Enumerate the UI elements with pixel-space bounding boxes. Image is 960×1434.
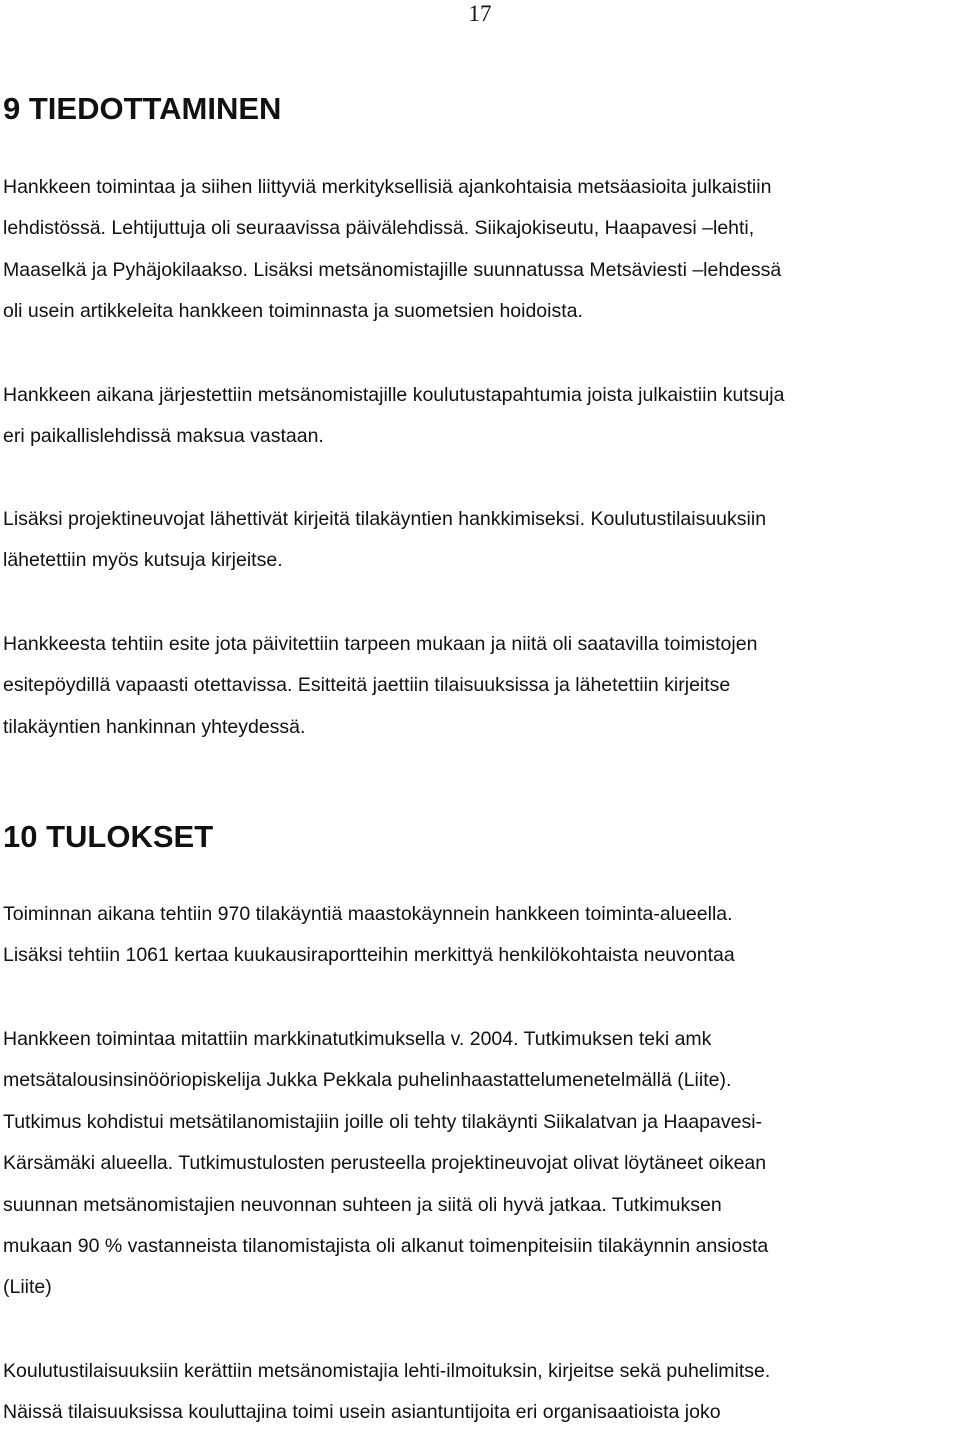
text-line: (Liite) — [3, 1276, 52, 1299]
section-heading-tiedottaminen: 9 TIEDOTTAMINEN — [3, 91, 282, 126]
text-line: Maaselkä ja Pyhäjokilaakso. Lisäksi metsänomistajille suunnatussa Metsäviesti –lehdessä — [3, 258, 782, 281]
text-line: Lisäksi tehtiin 1061 kertaa kuukausiraportteihin merkittyä henkilökohtaista neuvontaa — [3, 944, 735, 967]
text-line: lehdistössä. Lehtijuttuja oli seuraavissa päivälehdissä. Siikajokiseutu, Haapavesi –lehti, — [3, 217, 755, 240]
text-line: lähetettiin myös kutsuja kirjeitse. — [3, 549, 283, 572]
paragraph-tiedottaminen-2 — [3, 375, 959, 458]
section-heading-tulokset: 10 TULOKSET — [3, 819, 214, 854]
text-line: Hankkeesta tehtiin esite jota päivitettiin tarpeen mukaan ja niitä oli saatavilla toimistojen — [3, 633, 758, 655]
paragraph-tiedottaminen-3 — [3, 499, 959, 582]
text-line: Hankkeen toimintaa ja siihen liittyviä merkityksellisiä ajankohtaisia metsäasioita julkaistiin — [3, 176, 772, 198]
text-line: Hankkeen toimintaa mitattiin markkinatutkimuksella v. 2004. Tutkimuksen teki amk — [3, 1028, 712, 1050]
text-line: oli usein artikkeleita hankkeen toiminnasta ja suometsien hoidoista. — [3, 300, 583, 323]
text-line: Tutkimus kohdistui metsätilanomistajiin joille oli tehty tilakäynti Siikalatvan ja Haapavesi- — [3, 1110, 763, 1133]
text-line: metsätalousinsinööriopiskelija Jukka Pekkala puhelinhaastattelumenetelmällä (Liite). — [3, 1069, 732, 1092]
text-line: mukaan 90 % vastanneista tilanomistajista oli alkanut toimenpiteisiin tilakäynnin ansiosta — [3, 1235, 769, 1258]
page-number: 17 — [468, 1, 492, 26]
paragraph-tiedottaminen-4 — [3, 624, 959, 748]
text-line: suunnan metsänomistajien neuvonnan suhteen ja siitä oli hyvä jatkaa. Tutkimuksen — [3, 1193, 722, 1216]
text-line: Kärsämäki alueella. Tutkimustulosten perusteella projektineuvojat olivat löytäneet oikean — [3, 1152, 767, 1175]
text-line: esitepöydillä vapaasti otettavissa. Esitteitä jaettiin tilaisuuksissa ja lähetettiin kirjeitse — [3, 674, 731, 697]
text-line: tilakäyntien hankinnan yhteydessä. — [3, 715, 306, 738]
text-line: Hankkeen aikana järjestettiin metsänomistajille koulutustapahtumia joista julkaistiin kutsuja — [3, 384, 785, 406]
paragraph-tiedottaminen-1 — [3, 167, 959, 333]
paragraph-tulokset-3 — [3, 1351, 959, 1434]
paragraph-tulokset-2 — [3, 1019, 959, 1309]
text-line: Koulutustilaisuuksiin kerättiin metsänomistajia lehti-ilmoituksin, kirjeitse sekä puhelimitse. — [3, 1360, 771, 1382]
text-line: eri paikallislehdissä maksua vastaan. — [3, 425, 324, 448]
paragraph-tulokset-1 — [3, 894, 959, 977]
text-line: Toiminnan aikana tehtiin 970 tilakäyntiä maastokäynnein hankkeen toiminta-alueella. — [3, 903, 733, 925]
text-line: Näissä tilaisuuksissa kouluttajina toimi usein asiantuntijoita eri organisaatioista joko — [3, 1401, 721, 1424]
text-line: Lisäksi projektineuvojat lähettivät kirjeitä tilakäyntien hankkimiseksi. Koulutustilaisuuksiin — [3, 508, 767, 530]
